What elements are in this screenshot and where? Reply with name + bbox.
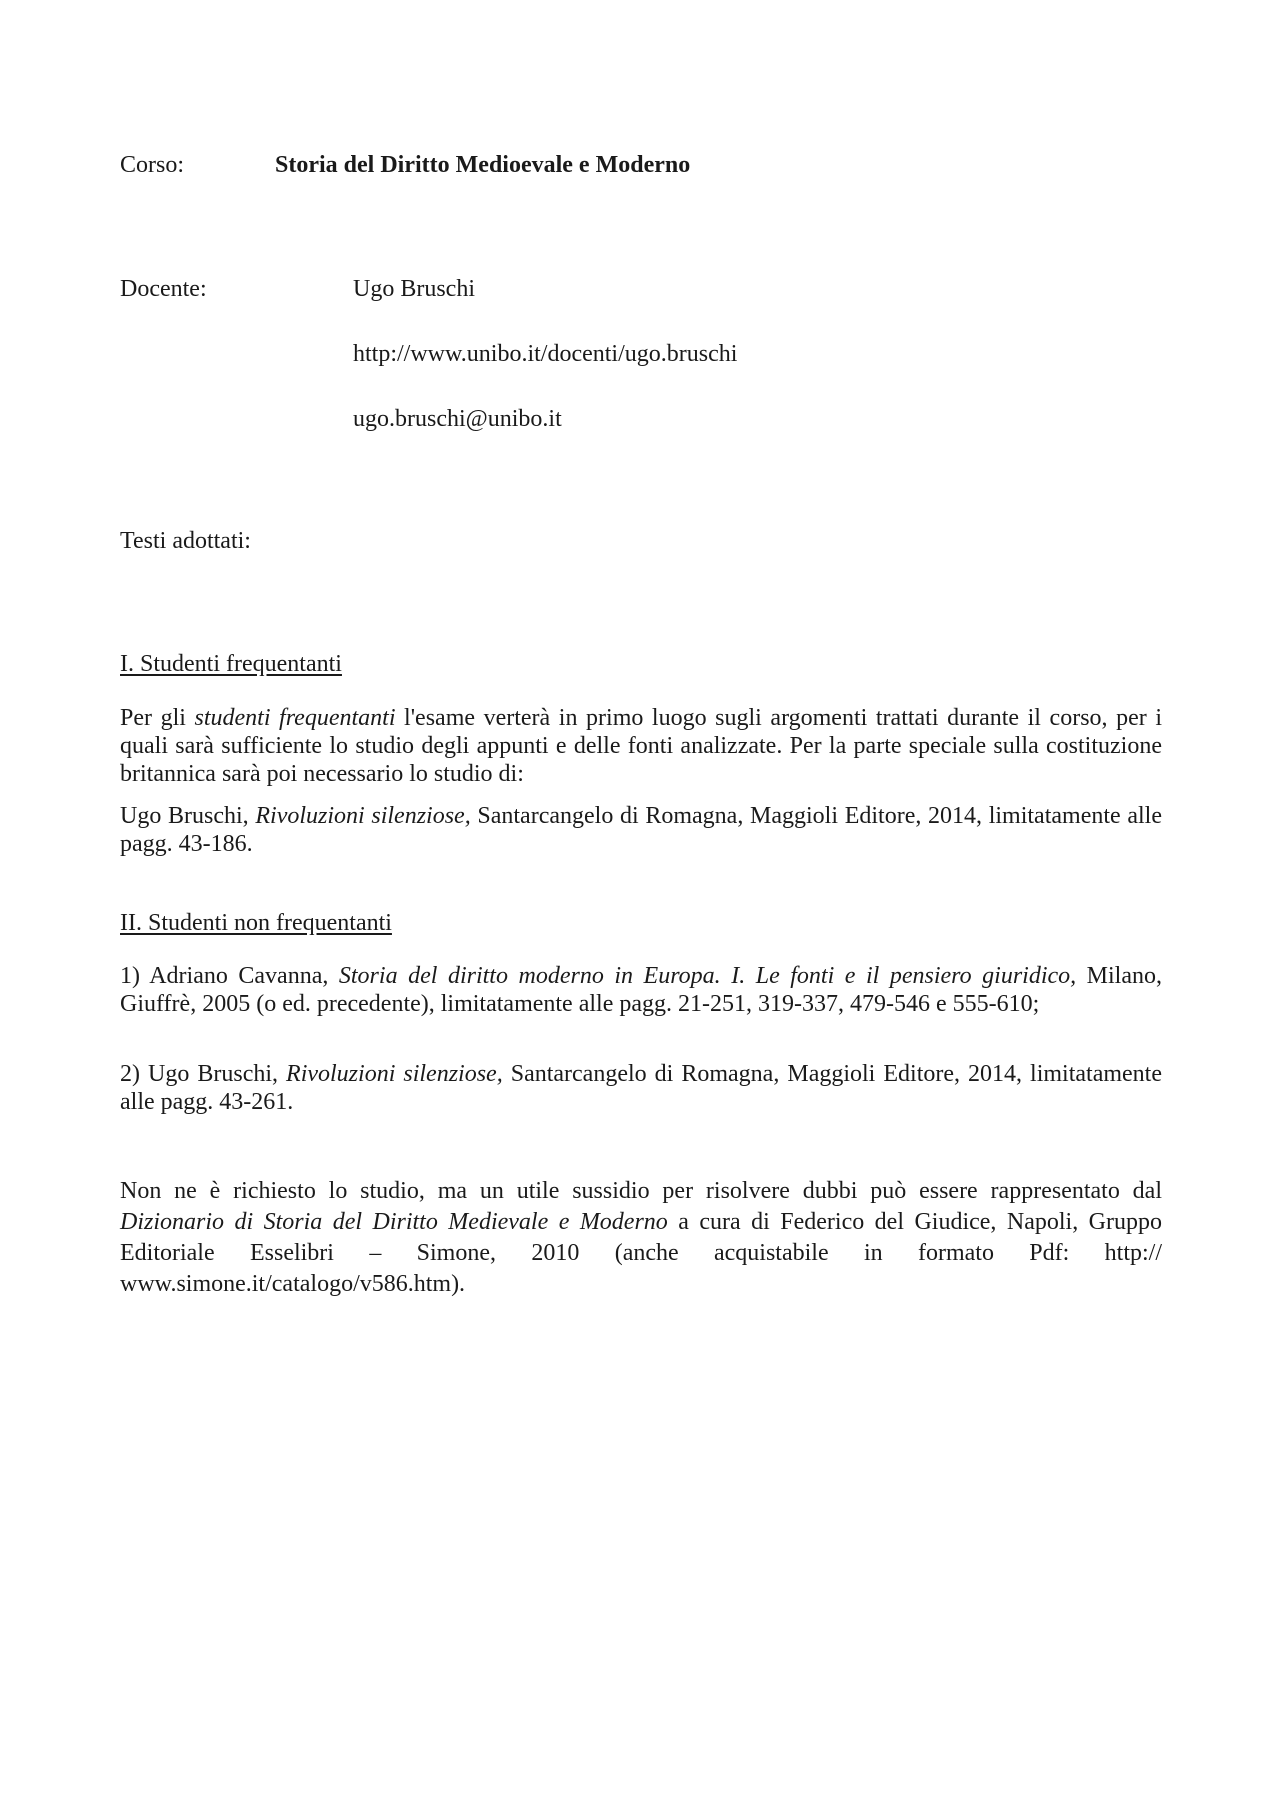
section2-item2-italic: Rivoluzioni silenziose, [286, 1061, 503, 1087]
teacher-email: ugo.bruschi@unibo.it [353, 406, 562, 432]
section1-para1-after: l'esame verterà in primo luogo sugli argomenti trattati durante il corso, per i quali sarà sufficiente lo studio degli appunti e delle fonti analizzate. Per la parte speciale sulla costituzione britannica sarà poi necessario lo studio di: [120, 705, 1162, 787]
section2-item1-italic: Storia del diritto moderno in Europa. I. Le fonti e il pensiero giuridico, [338, 963, 1077, 989]
section1-para1-italic: studenti frequentanti [194, 705, 396, 731]
course-title: Storia del Diritto Medioevale e Moderno [275, 152, 691, 178]
teacher-url: http://www.unibo.it/docenti/ugo.bruschi [353, 341, 738, 367]
teacher-name: Ugo Bruschi [353, 276, 475, 302]
section2-item-2 [120, 1060, 1162, 1116]
section2-item1-after: Milano, Giuffrè, 2005 (o ed. precedente), limitatamente alle pagg. 21-251, 319-337, 479-546 e 555-610; [120, 963, 1163, 1017]
note-paragraph [120, 1176, 1162, 1300]
section1-reference [120, 802, 1162, 858]
teacher-label: Docente: [120, 276, 207, 302]
section2-item1-before: 1) Adriano Cavanna, [120, 963, 339, 989]
note-before: Non ne è richiesto lo studio, ma un utile sussidio per risolvere dubbi può essere rappresentato dal [120, 1178, 1162, 1204]
section1-para1-before: Per gli [120, 705, 195, 731]
section2-item2-before: 2) Ugo Bruschi, [120, 1061, 287, 1087]
section1-para2-before: Ugo Bruschi, [120, 803, 256, 829]
section1-heading: I. Studenti frequentanti [120, 651, 342, 677]
section1-para2-after: Santarcangelo di Romagna, Maggioli Editore, 2014, limitatamente alle pagg. 43-186. [120, 803, 1162, 857]
section2-heading: II. Studenti non frequentanti [120, 910, 392, 936]
note-italic: Dizionario di Storia del Diritto Medievale e Moderno [120, 1209, 668, 1235]
section2-item2-after: Santarcangelo di Romagna, Maggioli Editore, 2014, limitatamente alle pagg. 43-261. [120, 1061, 1162, 1115]
section1-paragraph [120, 704, 1162, 788]
course-label: Corso: [120, 152, 185, 178]
section2-item-1 [120, 962, 1162, 1018]
texts-label: Testi adottati: [120, 528, 251, 554]
note-after: a cura di Federico del Giudice, Napoli, Gruppo Editoriale Esselibri – Simone, 2010 (anche acquistabile in formato Pdf: http:// www.simone.it/catalogo/v586.htm). [120, 1209, 1162, 1297]
section1-para2-italic: Rivoluzioni silenziose, [255, 803, 471, 829]
